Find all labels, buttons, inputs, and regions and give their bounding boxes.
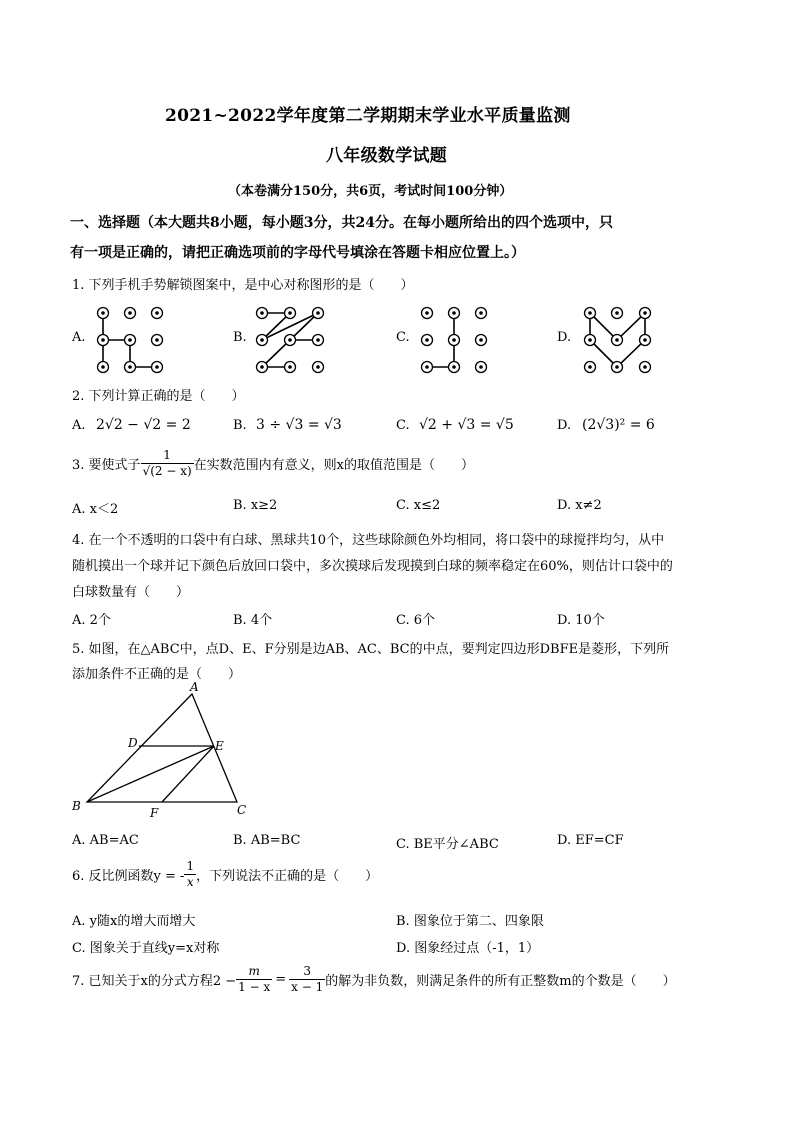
- q6-stem-post: ，下列说法不正确的是（ ）: [196, 869, 379, 884]
- q5-option-a: A. AB=AC: [72, 833, 139, 848]
- q5-option-c: C. BE平分∠ABC: [396, 837, 499, 852]
- q6-stem: [72, 859, 378, 890]
- q3-stem-post: 在实数范围内有意义，则x的取值范围是（ ）: [193, 458, 474, 473]
- q1-stem: 1. 下列手机手势解锁图案中，是中心对称图形的是（ ）: [72, 278, 414, 293]
- q7-stem-post: 的解为非负数，则满足条件的所有正整数m的个数是（ ）: [325, 974, 676, 989]
- q2-option-b: 3 ÷ √3 = √3: [256, 417, 342, 433]
- q6-option-a: A. y随x的增大而增大: [72, 914, 196, 929]
- q3-stem-pre: 3. 要使式子: [72, 458, 141, 473]
- q1-pattern-figures: [0, 0, 794, 400]
- q3-fraction: [141, 448, 194, 479]
- q5-line1: 5. 如图，在△ABC中，点D、E、F分别是边AB、AC、BC的中点，要判定四边形DBFE是菱形，下列所: [72, 642, 670, 657]
- q5-option-b: B. AB=BC: [233, 833, 301, 848]
- q7-fraction1-num: m: [236, 964, 272, 980]
- exam-note: （本卷满分150分，共6页，考试时间100分钟）: [228, 184, 513, 199]
- q5-triangle-figure: [60, 680, 260, 825]
- q4-option-c: C. 6个: [396, 613, 436, 628]
- q2-label-a: A.: [72, 418, 86, 433]
- point-label-d: D: [128, 736, 138, 750]
- q5-line2: 添加条件不正确的是（ ）: [72, 667, 242, 682]
- q3-fraction-num: 1: [141, 448, 194, 464]
- point-label-f: F: [150, 806, 159, 820]
- q5-option-d: D. EF=CF: [557, 833, 624, 848]
- q7-fraction2-num: 3: [289, 964, 325, 980]
- q4-line1: 4. 在一个不透明的口袋中有白球、黑球共10个，这些球除颜色外均相同，将口袋中的球搅拌均匀，从中: [72, 533, 665, 548]
- q4-line2: 随机摸出一个球并记下颜色后放回口袋中，多次摸球后发现摸到白球的频率稳定在60%，则估计口袋中的: [72, 559, 673, 574]
- segment-be: [87, 746, 214, 802]
- q6-option-b: B. 图象位于第二、四象限: [396, 914, 544, 929]
- q4-option-b: B. 4个: [233, 613, 273, 628]
- q6-stem-pre: 6. 反比例函数y = -: [72, 869, 185, 884]
- q2-label-d: D.: [557, 418, 572, 433]
- q3-option-a: A. x＜2: [72, 502, 119, 517]
- q3-option-b: B. x≥2: [233, 498, 278, 513]
- q2-option-d: (2√3)² = 6: [582, 417, 655, 433]
- q4-option-d: D. 10个: [557, 613, 605, 628]
- point-label-a: A: [190, 680, 199, 694]
- q1-label-c: C.: [396, 330, 410, 345]
- q6-fraction-den: x: [186, 875, 194, 889]
- q4-line3: 白球数量有（ ）: [72, 585, 190, 600]
- q2-stem: 2. 下列计算正确的是（ ）: [72, 389, 245, 404]
- segment-ef: [162, 746, 214, 802]
- q6-fraction-num: 1: [186, 859, 195, 873]
- point-label-c: C: [237, 803, 247, 817]
- q3-fraction-den: √(2 − x): [142, 464, 192, 478]
- q3-option-d: D. x≠2: [557, 498, 602, 513]
- q6-fraction: [184, 859, 196, 890]
- q1-pattern-d-dots: [585, 308, 651, 373]
- q7-fraction1-den: 1 − x: [238, 980, 271, 994]
- q7-fraction1: [236, 964, 272, 995]
- point-label-e: E: [215, 739, 224, 753]
- q3-stem: [72, 448, 474, 479]
- q7-stem: [72, 964, 676, 995]
- q7-fraction2-den: x − 1: [291, 980, 324, 994]
- q6-option-c: C. 图象关于直线y=x对称: [72, 941, 220, 956]
- section-heading-line2: 有一项是正确的，请把正确选项前的字母代号填涂在答题卡相应位置上。）: [70, 245, 525, 261]
- section-heading-line1: 一、选择题（本大题共8小题，每小题3分，共24分。在每小题所给出的四个选项中，只: [70, 215, 613, 231]
- q1-label-a: A.: [72, 330, 86, 345]
- q1-label-b: B.: [233, 330, 247, 345]
- q7-stem-pre: 7. 已知关于x的分式方程2 −: [72, 974, 237, 989]
- q2-label-c: C.: [396, 418, 410, 433]
- q1-label-d: D.: [557, 330, 572, 345]
- q2-option-c: √2 + √3 = √5: [419, 417, 514, 433]
- q1-pattern-c-dots: [422, 308, 487, 373]
- q3-option-c: C. x≤2: [396, 498, 441, 513]
- q7-fraction2: [289, 964, 325, 995]
- q1-pattern-a-dots: [98, 308, 163, 373]
- exam-subtitle: 八年级数学试题: [326, 146, 448, 166]
- point-label-b: B: [72, 799, 81, 813]
- q6-option-d: D. 图象经过点（-1，1）: [396, 941, 540, 956]
- exam-title: 2021~2022学年度第二学期期末学业水平质量监测: [165, 106, 571, 126]
- q2-label-b: B.: [233, 418, 247, 433]
- q7-equals: =: [275, 972, 287, 987]
- q4-option-a: A. 2个: [72, 613, 111, 628]
- q2-option-a: 2√2 − √2 = 2: [96, 417, 191, 433]
